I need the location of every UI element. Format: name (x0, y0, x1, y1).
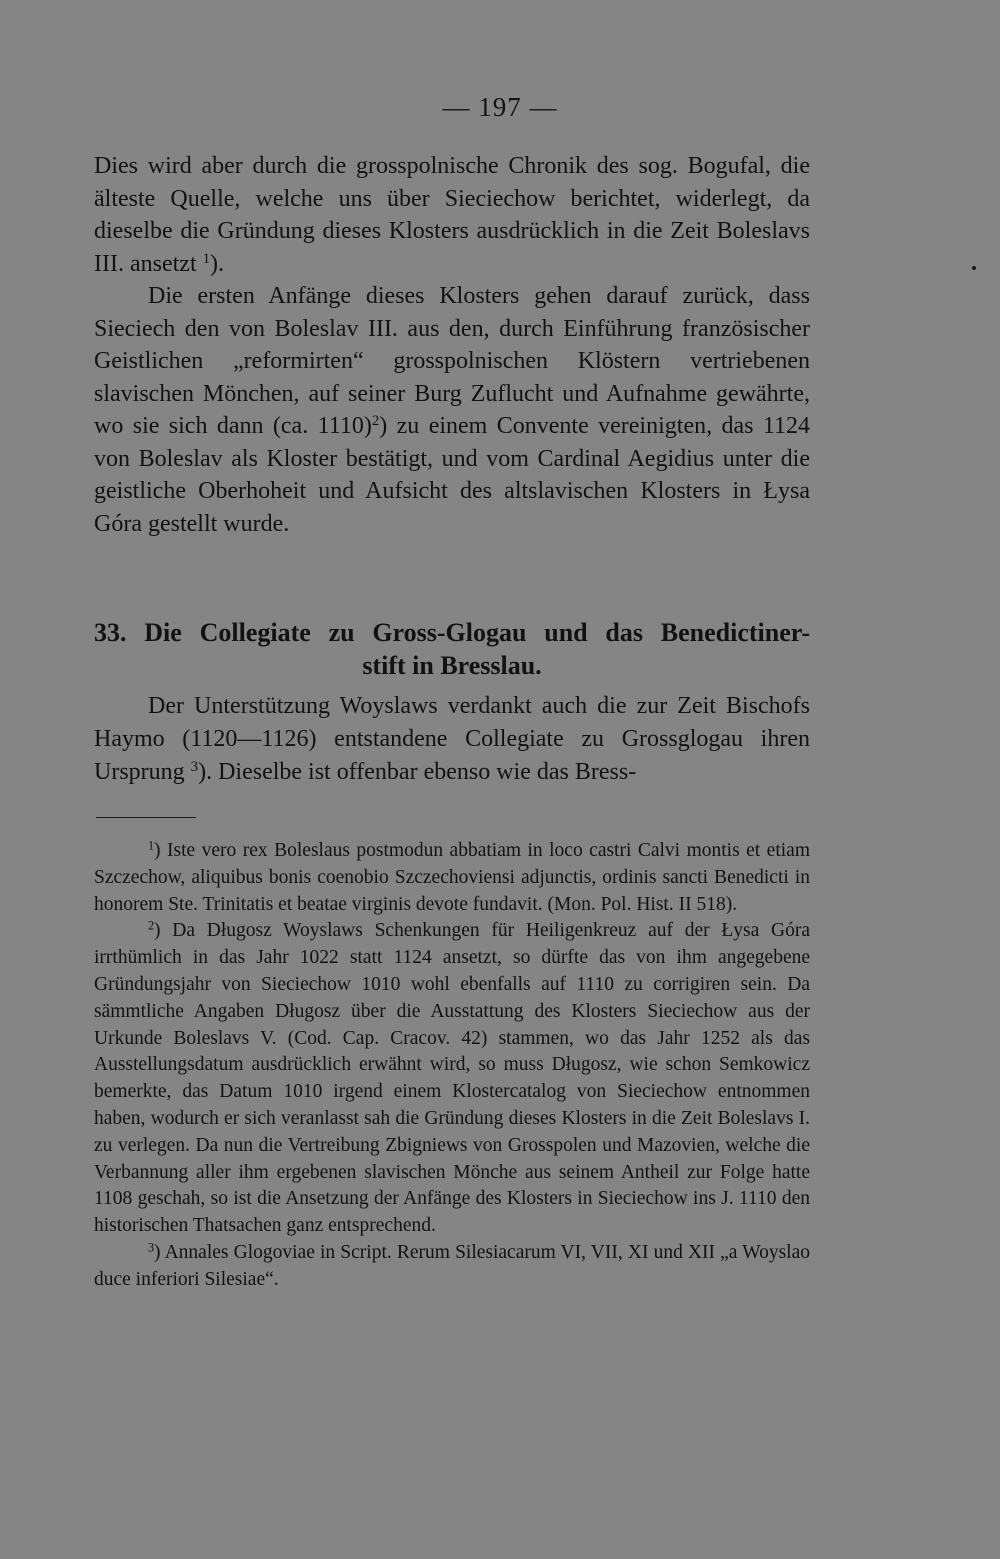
footnote-ref-3: 3 (190, 758, 199, 775)
paragraph-1 (94, 150, 810, 280)
paragraph-2-text-a: Die ersten Anfänge dieses Klosters gehen darauf zurück, dass Sieciech den von Boleslav III. aus den, durch Einführung französischer Geistlichen „reformirten“ grosspolnischen Klöstern vertriebenen slavischen Mönchen, auf seiner Burg Zuflucht und Aufnahme gewährte, wo sie sich dann (ca. 1110) (94, 283, 810, 439)
footnote-3-mark: 3 (148, 1240, 155, 1255)
main-text (94, 150, 810, 540)
footnote-2 (94, 918, 810, 1240)
section-paragraph-text-b: ). Dieselbe ist offenbar ebenso wie das Bress- (198, 759, 637, 785)
footnote-2-mark: 2 (148, 918, 155, 933)
footnote-ref-2: 2 (371, 412, 380, 429)
footnote-1 (94, 838, 810, 918)
footnote-3-text: ) Annales Glogoviae in Script. Rerum Silesiacarum VI, VII, XI und XII „a Woyslao duce inferiori Silesiae“. (94, 1241, 810, 1290)
footnote-2-text: ) Da Długosz Woyslaws Schenkungen für Heiligenkreuz auf der Łysa Góra irrthümlich in das Jahr 1022 statt 1124 ansetzt, so dürfte das von ihm angegebene Gründungsjahr von Sieciechow 1010 wohl ebenfalls auf 1110 zu corrigiren sein. Da sämmtliche Angaben Długosz über die Ausstattung des Klosters Sieciechow aus der Urkunde Boleslavs V. (Cod. Cap. Cracov. 42) stammen, wo das Jahr 1252 als das Ausstellungsdatum ausdrücklich erwähnt wird, so muss Długosz, wie schon Semkowicz bemerkte, das Datum 1010 irgend einem Klostercatalog von Sieciechow entnommen haben, wodurch er sich veranlasst sah die Gründung dieses Klosters in die Zeit Boleslavs I. zu verlegen. Da nun die Vertreibung Zbigniews von Grosspolen und Mazovien, welche die Verbannung aller ihm ergebenen slavischen Mönche aus seinem Antheil zur Folge hatte 1108 geschah, so ist die Ansetzung der Anfänge des Klosters in Sieciechow ins J. 1110 den historischen Thatsachen ganz entsprechend. (94, 920, 810, 1237)
footnote-3 (94, 1240, 810, 1294)
footnote-1-text: ) Iste vero rex Boleslaus postmodun abbatiam in loco castri Calvi montis et etiam Szczechow, aliquibus bonis coenobio Szczechoviensi adjunctis, ordinis sancti Benedicti in honorem Ste. Trinitatis et beatae virginis devote fundavit. (Mon. Pol. Hist. II 518). (94, 840, 810, 915)
footnote-separator (96, 817, 196, 818)
section-paragraph-text-a: Der Unterstützung Woyslaws verdankt auch die zur Zeit Bischofs Haymo (1120—1126) entstandene Collegiate zu Grossglogau ihren Ursprung (94, 693, 810, 785)
section-heading (94, 616, 810, 682)
paragraph-2 (94, 280, 810, 540)
section-paragraph (94, 690, 810, 789)
paragraph-1-end: ). (210, 250, 225, 277)
footnote-ref-1: 1 (202, 250, 211, 267)
page-number: — 197 — (442, 92, 558, 122)
section-heading-line-2: stift in Bresslau. (362, 651, 542, 680)
section-heading-line-1: 33. Die Collegiate zu Gross-Glogau und das Benedictiner- (94, 618, 810, 647)
footnote-1-mark: 1 (148, 838, 155, 853)
footnotes (94, 838, 810, 1294)
paragraph-1-text: Dies wird aber durch die grosspolnische Chronik des sog. Bogufal, die älteste Quelle, welche uns über Sieciechow berichtet, widerlegt, da dieselbe die Gründung dieses Klosters ausdrücklich in die Zeit Boleslavs III. ansetzt (94, 153, 810, 277)
scan-speck (972, 266, 976, 270)
paragraph-2-text-b: ) zu einem Convente vereinigten, das 1124 von Boleslav als Kloster bestätigt, und vom Cardinal Aegidius unter die geistliche Oberhoheit und Aufsicht des altslavischen Klosters in Łysa Góra gestellt wurde. (94, 413, 810, 537)
